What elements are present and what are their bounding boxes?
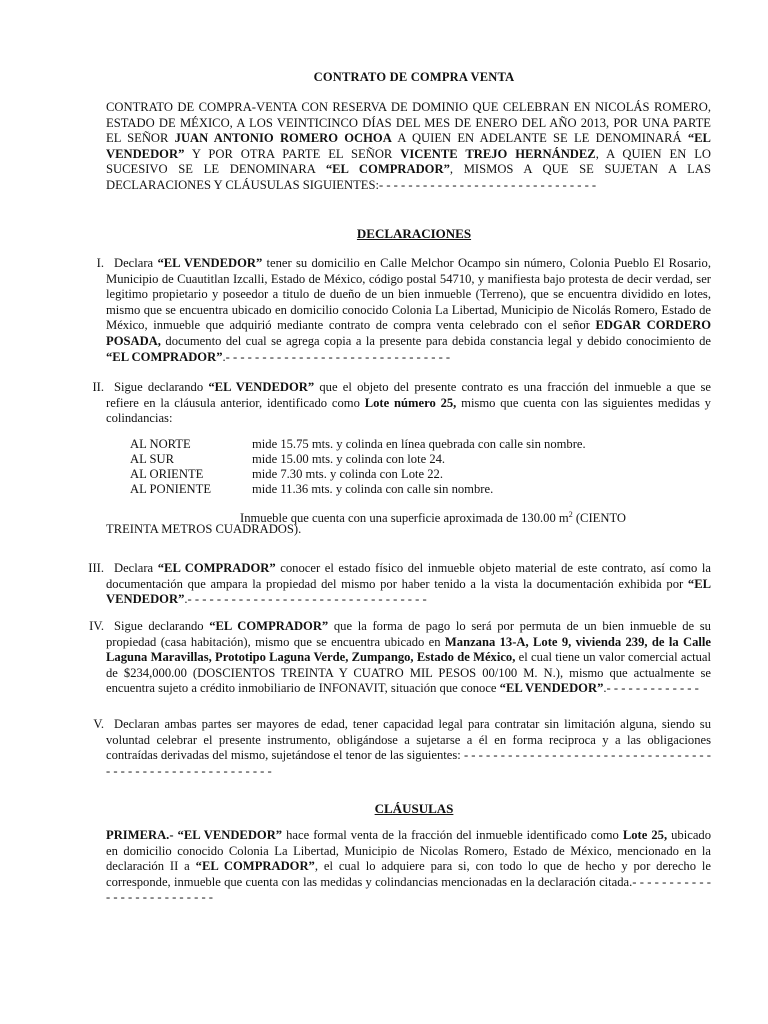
clausula-primera	[106, 828, 711, 906]
decl-1-edgar: EDGAR CORDERO POSADA,	[106, 318, 712, 348]
seller-name: JUAN ANTONIO ROMERO OCHOA	[174, 131, 392, 146]
medida-direction: AL SUR	[130, 452, 174, 466]
primera-text-f: ubicado en domicilio conocido Colonia La Libertad, Municipio de Nicolas Romero, Estado de México, mencionado en la declaración II a	[106, 828, 711, 874]
primera-comprador: “EL COMPRADOR”	[195, 859, 315, 874]
declaration-1	[106, 256, 711, 365]
medida-row	[130, 467, 443, 483]
declaration-4	[106, 619, 711, 697]
intro-text-3: Y POR OTRA PARTE EL SEÑOR	[184, 146, 401, 161]
decl-2-text-c: que el objeto del presente contrato es una fracción del inmueble a que se refiere en la cláusula anterior, identificado como	[106, 380, 711, 410]
medida-direction: AL NORTE	[130, 437, 191, 451]
decl-3-comprador: “EL COMPRADOR”	[157, 561, 276, 575]
medida-description: mide 7.30 mts. y colinda con Lote 22.	[252, 467, 443, 481]
primera-lote: Lote 25,	[622, 828, 668, 842]
decl-1-text-c: tener su domicilio en Calle Melchor Ocampo sin número, Colonia Pueblo El Rosario, Municipio de Cuautitlan Izcalli, Estado de México, código postal 54710, y manifiesta bajo protesta de decir verdad, ser legitimo propietario y poseedor a titulo de dueño de un bien inmueble (Terreno), que se encuentra dividido en lotes, mismo que se encuentra ubicado en domicilio conocido Colonia La Libertad, Municipio de Nicolás Romero, Estado de México, inmueble que adquirió mediante contrato de compra venta celebrado con el señor	[106, 256, 711, 333]
superficie-text: Inmueble que cuenta con una superficie aproximada de 130.00 m	[240, 511, 569, 526]
medida-description: mide 15.00 mts. y colinda con lote 24.	[252, 452, 446, 466]
decl-1-text-g: .- - - - - - - - - - - - - - - - - - - - - - - - - - - - - - -	[222, 349, 451, 364]
vendedor-term: “EL VENDEDOR”	[106, 131, 711, 161]
decl-4-text-g: .- - - - - - - - - - - - -	[603, 681, 699, 696]
decl-5-number: V.	[93, 717, 104, 731]
medida-direction: AL ORIENTE	[130, 467, 204, 481]
decl-1-number: I.	[96, 256, 104, 270]
medida-row	[130, 482, 493, 498]
comprador-term: “EL COMPRADOR”	[325, 162, 450, 177]
decl-1-comprador: “EL COMPRADOR”	[106, 349, 223, 364]
document-title: CONTRATO DE COMPRA VENTA	[313, 70, 515, 84]
superficie-line-2: TREINTA METROS CUADRADOS).	[106, 522, 302, 536]
declaraciones-heading: DECLARACIONES	[356, 226, 472, 241]
decl-4-text-a: Sigue declarando	[114, 619, 210, 633]
medida-description: mide 15.75 mts. y colinda en línea quebrada con calle sin nombre.	[252, 437, 586, 451]
decl-3-text-a: Declara	[114, 561, 158, 575]
decl-4-text-e: el cual tiene un valor comercial actual de $234,000.00 (DOSCIENTOS TREINTA Y CUATRO MIL PESOS 00/100 M. N.), mismo que actualmente se encuentra sujeto a crédito inmobiliario de INFONAVIT, situación que conoce	[106, 650, 711, 696]
decl-2-text-e: mismo que cuenta con las siguientes medidas y colindancias:	[106, 395, 711, 426]
medida-direction: AL PONIENTE	[130, 482, 212, 496]
intro-paragraph	[106, 100, 711, 194]
decl-3-text-e: .- - - - - - - - - - - - - - - - - - - - - - - - - - - - - - - - -	[184, 592, 427, 607]
intro-text-4: , A QUIEN EN LO SUCESIVO SE LE DENOMINARA	[106, 146, 711, 177]
superficie-superscript: 2	[568, 510, 573, 519]
primera-label: PRIMERA.-	[106, 828, 174, 842]
medida-row	[130, 452, 445, 468]
clausulas-heading: CLÁUSULAS	[374, 801, 454, 816]
intro-text-2: A QUIEN EN ADELANTE SE LE DENOMINARÁ	[391, 131, 688, 146]
medida-row	[130, 437, 586, 453]
decl-5-text: Declaran ambas partes ser mayores de edad, tener capacidad legal para contratar sin limitación alguna, siendo su voluntad celebrar el presente instrumento, obligándose a sujetarse a él en forma reciproca y a las obligaciones contraídas derivadas del mismo, sujetándose el tenor de las siguientes: - - - - - - - - - - - - - - - - - - - - - - - - - - - - - - - - - - - - - - - - - - - - - - - - - - - - - - - - -	[106, 717, 711, 778]
intro-text-5: , MISMOS A QUE SE SUJETAN A LAS DECLARACIONES Y CLÁUSULAS SIGUIENTES:- - - - - - - - - - - - - - - - - - - - - - - - - - - - - -	[106, 162, 711, 192]
decl-2-vendedor: “EL VENDEDOR”	[208, 380, 315, 394]
decl-4-text-c: que la forma de pago lo será por permuta de un bien inmueble de su propiedad (casa habitación), mismo que se encuentra ubicado en	[106, 619, 711, 649]
decl-2-text-a: Sigue declarando	[114, 380, 209, 394]
decl-3-vendedor: “EL VENDEDOR”	[106, 576, 711, 607]
primera-text-d: hace formal venta de la fracción del inmueble identificado como	[282, 828, 623, 842]
decl-1-text-a: Declara	[114, 256, 158, 270]
declaration-3	[106, 561, 711, 608]
buyer-name: VICENTE TREJO HERNÁNDEZ	[400, 146, 596, 161]
declaration-5	[106, 717, 711, 779]
intro-text-1: CONTRATO DE COMPRA-VENTA CON RESERVA DE DOMINIO QUE CELEBRAN EN NICOLÁS ROMERO, ESTADO DE MÉXICO, A LOS VEINTICINCO DÍAS DEL MES DE ENERO DEL AÑO 2013, POR UNA PARTE EL SEÑOR	[106, 100, 711, 146]
decl-2-number: II.	[92, 380, 104, 394]
decl-4-vendedor: “EL VENDEDOR”	[499, 681, 604, 696]
primera-vendedor: “EL VENDEDOR”	[177, 828, 283, 842]
medida-description: mide 11.36 mts. y colinda con calle sin nombre.	[252, 482, 494, 496]
decl-1-vendedor: “EL VENDEDOR”	[157, 256, 263, 270]
superficie-text-b: (CIENTO	[572, 511, 627, 526]
decl-4-address: Manzana 13-A, Lote 9, vivienda 239, de la Calle Laguna Maravillas, Prototipo Laguna Verde, Zumpango, Estado de México,	[106, 634, 711, 665]
decl-3-text-c: conocer el estado físico del inmueble objeto material de este contrato, así como la documentación que ampara la propiedad del mismo por haber tenido a la vista la documentación exhibida por	[106, 561, 711, 591]
decl-4-number: IV.	[89, 619, 104, 633]
decl-1-text-e: documento del cual se agrega copia a la presente para debida constancia legal y debido conocimiento de	[160, 333, 711, 348]
decl-3-number: III.	[88, 561, 104, 575]
decl-2-lote: Lote número 25,	[364, 395, 457, 410]
primera-text-h: , el cual lo adquiere para si, con todo lo que de hecho y por derecho le corresponde, inmueble que cuenta con las medidas y colindancias mencionadas en la declaración citada.- - - - - - - - - - - - - - - - - - - - - - - - - -	[106, 859, 711, 905]
declaration-2	[106, 380, 711, 427]
decl-4-comprador: “EL COMPRADOR”	[209, 619, 329, 633]
